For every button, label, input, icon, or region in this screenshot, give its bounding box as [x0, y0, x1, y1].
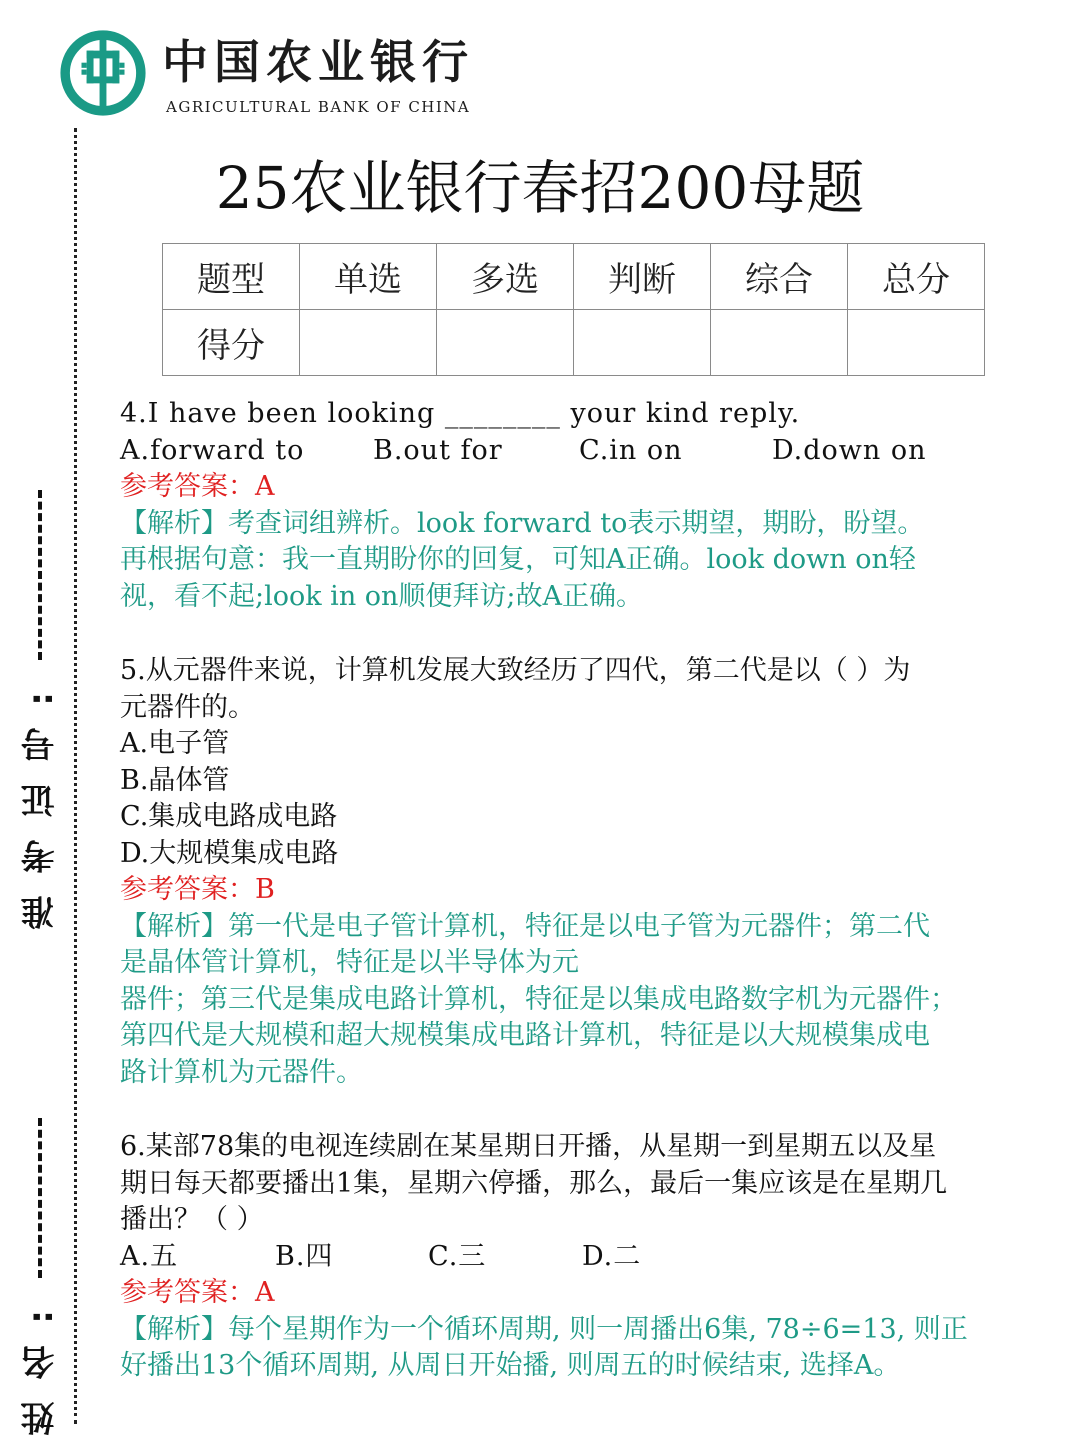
option-d: D.down on	[772, 434, 927, 466]
bank-name-en: AGRICULTURAL BANK OF CHINA	[166, 98, 471, 116]
exam-id-blank-line	[38, 490, 42, 660]
analysis-line: 【解析】考查词组辨析。look forward to表示期望，期盼，盼望。	[120, 507, 925, 539]
option-d: D.大规模集成电路	[120, 837, 339, 869]
question-6	[120, 1129, 1050, 1385]
analysis-line: 路计算机为元器件。	[120, 1056, 363, 1088]
analysis	[120, 909, 1050, 1092]
score-header-judge: 判断	[574, 244, 711, 310]
exam-id-label: 准考证号:	[20, 670, 61, 930]
analysis-line: 视，看不起;look in on顺便拜访;故A正确。	[120, 580, 644, 612]
option-b: B.四	[275, 1240, 334, 1272]
score-header-total: 总分	[848, 244, 985, 310]
question-stem: 期日每天都要播出1集，星期六停播，那么，最后一集应该是在星期几	[120, 1167, 948, 1199]
question-stem: 5.从元器件来说，计算机发展大致经历了四代，第二代是以（ ）为	[120, 655, 911, 686]
score-cell-judge[interactable]	[574, 310, 711, 376]
score-cell-total[interactable]	[848, 310, 985, 376]
binding-dotted-line	[74, 128, 77, 1424]
analysis-line: 是晶体管计算机，特征是以半导体为元	[120, 947, 579, 978]
analysis-line: 器件；第三代是集成电路计算机，特征是以集成电路数字机为元器件；	[120, 983, 957, 1015]
answer-key: 参考答案：B	[120, 874, 275, 905]
score-cell-multi[interactable]	[437, 310, 574, 376]
question-5	[120, 653, 1050, 1091]
option-b: B.晶体管	[120, 764, 230, 796]
question-list	[120, 396, 1050, 1423]
score-cell-single[interactable]	[300, 310, 437, 376]
analysis-line: 再根据句意：我一直期盼你的回复，可知A正确。look down on轻	[120, 544, 916, 575]
question-stem: 4.I have been looking ________ your kind reply.	[120, 398, 801, 429]
bank-name-cn: 中国农业银行	[162, 35, 474, 89]
score-table	[162, 243, 985, 376]
option-c: C.集成电路成电路	[120, 801, 338, 832]
score-row-label: 得分	[163, 310, 300, 376]
question-stem: 6.某部78集的电视连续剧在某星期日开播，从星期一到星期五以及星	[120, 1131, 937, 1162]
analysis-line: 第四代是大规模和超大规模集成电路计算机，特征是以大规模集成电	[120, 1020, 930, 1051]
options-row	[120, 433, 1050, 470]
question-stem: 播出？（ ）	[120, 1204, 264, 1235]
page-title: 25农业银行春招200母题	[215, 154, 865, 222]
name-blank-line	[38, 1118, 42, 1278]
analysis-line: 【解析】第一代是电子管计算机，特征是以电子管为元器件；第二代	[120, 910, 930, 942]
score-header-multi: 多选	[437, 244, 574, 310]
score-header-comprehensive: 综合	[711, 244, 848, 310]
exam-id-field	[18, 490, 62, 930]
analysis-line: 好播出13个循环周期, 从周日开始播, 则周五的时候结束, 选择A。	[120, 1350, 901, 1381]
score-header-type: 题型	[163, 244, 300, 310]
name-field	[18, 1118, 62, 1436]
option-c: C.三	[428, 1240, 487, 1272]
analysis	[120, 506, 1050, 616]
question-stem: 元器件的。	[120, 691, 255, 723]
name-label: 姓名:	[20, 1288, 61, 1436]
answer-key: 参考答案：A	[120, 1277, 275, 1308]
option-a: A.forward to	[120, 434, 305, 466]
analysis	[120, 1312, 1050, 1385]
abc-logo-icon	[60, 30, 146, 116]
option-a: A.五	[120, 1240, 179, 1272]
bank-logo	[60, 30, 474, 116]
option-b: B.out for	[373, 434, 503, 466]
score-table-header-row	[163, 244, 985, 310]
option-d: D.二	[582, 1240, 642, 1272]
answer-key: 参考答案：A	[120, 471, 275, 502]
question-4	[120, 396, 1050, 615]
score-table-score-row	[163, 310, 985, 376]
option-a: A.电子管	[120, 728, 230, 759]
score-cell-comprehensive[interactable]	[711, 310, 848, 376]
option-c: C.in on	[579, 434, 683, 466]
options-row	[120, 1239, 1050, 1276]
score-header-single: 单选	[300, 244, 437, 310]
analysis-line: 【解析】每个星期作为一个循环周期, 则一周播出6集, 78÷6=13, 则正	[120, 1313, 968, 1345]
